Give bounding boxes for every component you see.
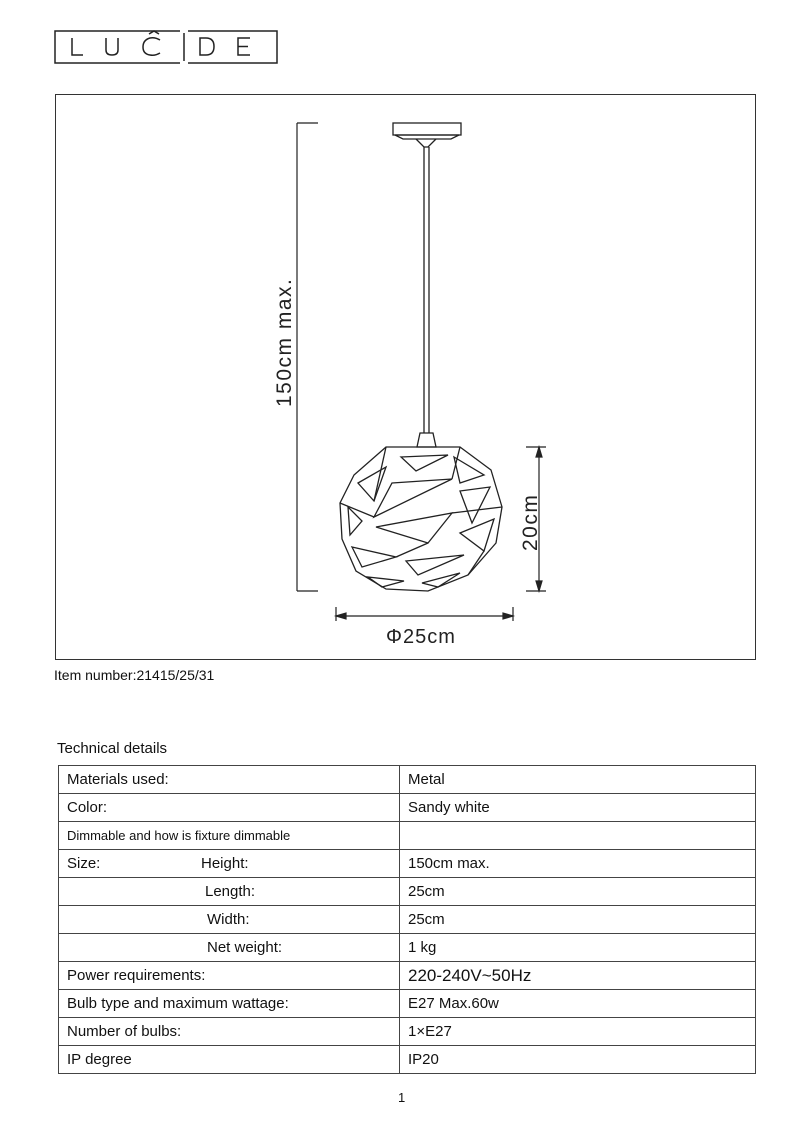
table-row xyxy=(59,766,756,794)
spec-label: Bulb type and maximum wattage: xyxy=(59,990,400,1018)
spec-sublabel: Net weight: xyxy=(207,939,283,956)
shade-height-label: 20cm xyxy=(519,493,542,551)
spec-label: Power requirements: xyxy=(59,962,400,990)
spec-label-cell xyxy=(59,906,400,934)
spec-label: Size: xyxy=(67,855,101,872)
technical-details-heading: Technical details xyxy=(57,740,168,757)
page-number: 1 xyxy=(398,1090,406,1105)
height-label: 150cm max. xyxy=(273,277,296,407)
spec-label: Dimmable and how is fixture dimmable xyxy=(59,822,400,850)
spec-label-cell xyxy=(59,934,400,962)
spec-label: Color: xyxy=(59,794,400,822)
table-row xyxy=(59,990,756,1018)
spec-value: 25cm xyxy=(400,906,756,934)
spec-label-cell xyxy=(59,850,400,878)
table-row xyxy=(59,822,756,850)
spec-sublabel: Height: xyxy=(201,855,249,872)
table-row xyxy=(59,878,756,906)
spec-value: IP20 xyxy=(400,1046,756,1074)
table-row xyxy=(59,794,756,822)
spec-value: 150cm max. xyxy=(400,850,756,878)
spec-value: 1×E27 xyxy=(400,1018,756,1046)
spec-value: 220-240V~50Hz xyxy=(400,962,756,990)
dimension-drawing xyxy=(55,94,756,660)
table-row xyxy=(59,850,756,878)
spec-label: Number of bulbs: xyxy=(59,1018,400,1046)
table-row xyxy=(59,1018,756,1046)
spec-label: IP degree xyxy=(59,1046,400,1074)
spec-sublabel: Length: xyxy=(205,883,256,900)
item-number: Item number:21415/25/31 xyxy=(54,667,215,683)
spec-value: 25cm xyxy=(400,878,756,906)
spec-value xyxy=(400,822,756,850)
spec-value: 1 kg xyxy=(400,934,756,962)
table-row xyxy=(59,906,756,934)
diameter-label: Φ25cm xyxy=(386,626,456,648)
spec-value: Sandy white xyxy=(400,794,756,822)
table-row xyxy=(59,1046,756,1074)
spec-label-cell xyxy=(59,878,400,906)
spec-sublabel: Width: xyxy=(207,911,250,928)
table-row xyxy=(59,962,756,990)
spec-value: Metal xyxy=(400,766,756,794)
table-row xyxy=(59,934,756,962)
spec-value: E27 Max.60w xyxy=(400,990,756,1018)
technical-details-table xyxy=(58,765,756,1074)
spec-label: Materials used: xyxy=(59,766,400,794)
lucide-logo xyxy=(54,28,278,66)
pendant-lamp-drawing xyxy=(56,95,757,661)
brand-logo xyxy=(54,28,278,66)
